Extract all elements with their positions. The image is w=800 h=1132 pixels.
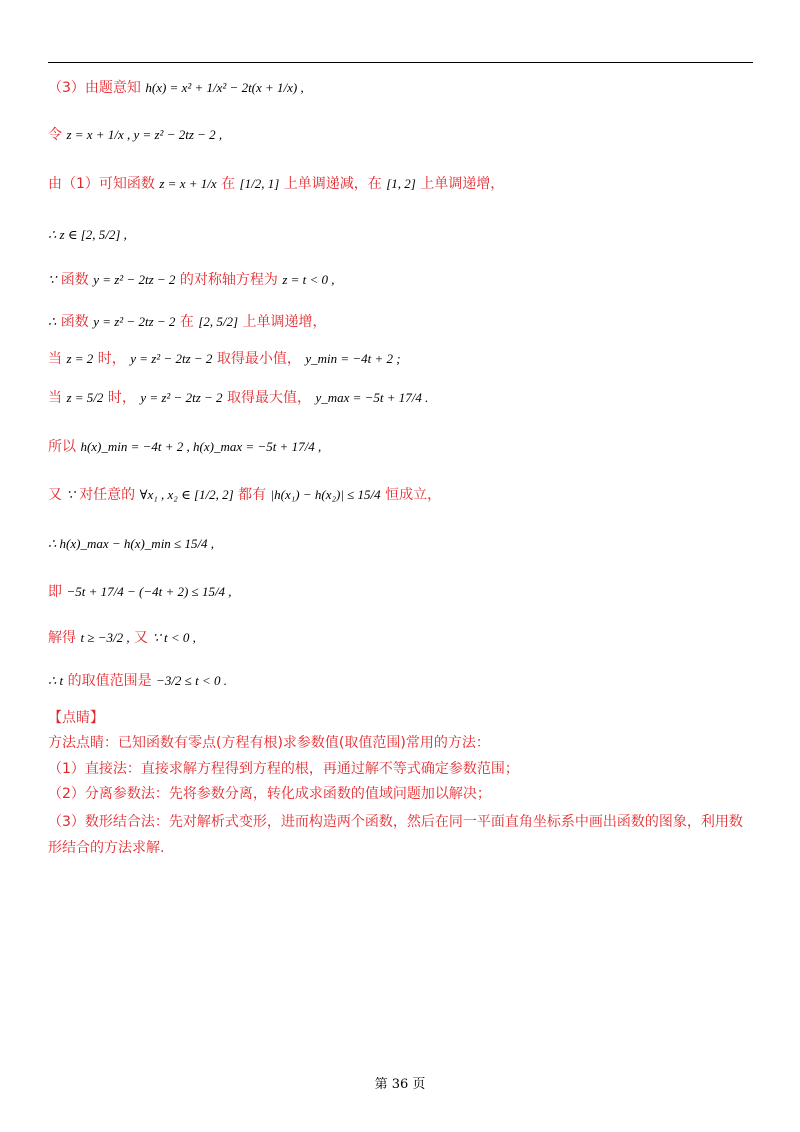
solution-line-11 — [48, 534, 214, 554]
text-red: 的对称轴方程为 — [179, 272, 278, 288]
commentary-paragraph-1: 方法点睛：已知函数有零点(方程有根)求参数值(取值范围)常用的方法： — [48, 735, 490, 751]
math-expression: ∀x₁ , x₂ ∈ [1/2, 2] — [139, 487, 234, 502]
solution-line-6 — [48, 312, 327, 332]
text-red: 即 — [48, 584, 62, 600]
math-expression: y = z² − 2tz − 2 — [93, 272, 176, 287]
text-red: 取得最小值， — [216, 351, 301, 367]
math-expression: ∴ z ∈ [2, 5/2] , — [48, 227, 127, 242]
math-expression: −3/2 ≤ t < 0 . — [156, 673, 227, 688]
math-expression: ∴ — [48, 314, 57, 329]
solution-line-5 — [48, 270, 335, 290]
text-red: 令 — [48, 127, 62, 143]
math-expression: y = z² − 2tz − 2 — [130, 351, 213, 366]
text-red: 解得 — [48, 630, 76, 646]
commentary-paragraph-3: （2）分离参数法：先将参数分离，转化成求函数的值域问题加以解决； — [48, 786, 491, 802]
text-red: 又 — [134, 630, 149, 646]
text-red: 函数 — [60, 314, 89, 330]
text-red: 函数 — [60, 272, 89, 288]
text-red: 上单调递增， — [420, 176, 505, 192]
math-expression: −5t + 17/4 − (−4t + 2) ≤ 15/4 , — [66, 584, 232, 599]
math-expression: z = 5/2 — [66, 390, 104, 405]
solution-line-1 — [48, 78, 304, 98]
math-expression: z = 2 — [66, 351, 94, 366]
solution-line-13 — [48, 628, 196, 648]
math-expression: |h(x₁) − h(x₂)| ≤ 15/4 — [270, 487, 381, 502]
math-expression: z = x + 1/x , y = z² − 2tz − 2 , — [66, 127, 223, 142]
math-expression: t ≥ −3/2 , — [80, 630, 130, 645]
solution-line-10 — [48, 485, 441, 505]
solution-line-12 — [48, 582, 232, 602]
text-red: 又 — [48, 487, 62, 503]
text-red: （3）由题意知 — [48, 80, 141, 96]
page-footer: 第 36 页 — [374, 1077, 426, 1092]
text-red: 时， — [97, 351, 126, 367]
text-red: 的取值范围是 — [67, 673, 152, 689]
math-expression: y = z² − 2tz − 2 — [93, 314, 176, 329]
math-expression: ∵ t < 0 , — [152, 630, 196, 645]
text-red: 当 — [48, 390, 62, 406]
solution-line-4 — [48, 225, 127, 245]
math-expression: y_min = −4t + 2 ; — [305, 351, 401, 366]
text-red: 取得最大值， — [226, 390, 311, 406]
text-red: 都有 — [238, 487, 267, 503]
text-red: 在 — [179, 314, 194, 330]
text-red: 上单调递增， — [242, 314, 327, 330]
math-expression: ∵ — [66, 487, 75, 502]
math-expression: h(x)_min = −4t + 2 , h(x)_max = −5t + 17/4 , — [80, 439, 322, 454]
math-expression: z = x + 1/x — [159, 176, 217, 191]
header-rule — [48, 62, 753, 63]
text-red: 上单调递减，在 — [283, 176, 382, 192]
text-red: 所以 — [48, 439, 76, 455]
text-red: 当 — [48, 351, 62, 367]
commentary-paragraph-2: （1）直接法：直接求解方程得到方程的根，再通过解不等式确定参数范围； — [48, 761, 519, 777]
commentary-paragraph-4: （3）数形结合法：先对解析式变形，进而构造两个函数，然后在同一平面直角坐标系中画出函数的图象，利用数形结合的方法求解. — [48, 814, 743, 856]
solution-line-14 — [48, 671, 227, 691]
math-expression: ∵ — [48, 272, 57, 287]
math-expression: h(x) = x² + 1/x² − 2t(x + 1/x) , — [145, 80, 304, 95]
solution-line-3 — [48, 174, 504, 194]
math-expression: z = t < 0 , — [282, 272, 335, 287]
section-heading: 【点睛】 — [48, 710, 104, 726]
solution-line-7 — [48, 349, 401, 369]
text-red: 时， — [107, 390, 136, 406]
solution-line-8 — [48, 388, 428, 408]
math-expression: [1/2, 1] — [239, 176, 280, 191]
solution-line-9 — [48, 437, 321, 457]
text-red: 恒成立， — [385, 487, 442, 503]
text-red: 在 — [221, 176, 236, 192]
solution-line-2 — [48, 125, 222, 145]
math-expression: ∴ h(x)_max − h(x)_min ≤ 15/4 , — [48, 536, 215, 551]
math-expression: [1, 2] — [386, 176, 416, 191]
math-expression: ∴ t — [48, 673, 64, 688]
text-red: 由（1）可知函数 — [48, 176, 155, 192]
math-expression: [2, 5/2] — [198, 314, 239, 329]
math-expression: y_max = −5t + 17/4 . — [315, 390, 429, 405]
text-red: 对任意的 — [79, 487, 136, 503]
math-expression: y = z² − 2tz − 2 — [140, 390, 223, 405]
